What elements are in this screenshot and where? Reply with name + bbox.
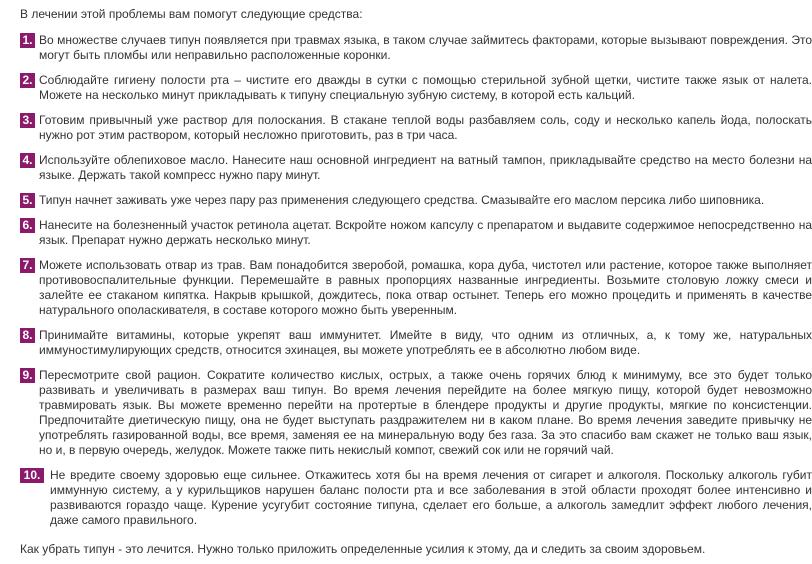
outro-text: Как убрать типун - это лечится. Нужно только приложить определенные усилия к этому, да и следить за своим здоровьем. <box>20 542 706 556</box>
item-number-badge: 5. <box>20 193 35 208</box>
item-number-badge: 7. <box>20 258 35 273</box>
item-number-badge: 3. <box>20 113 35 128</box>
item-text: Пересмотрите свой рацион. Сократите количество кислых, острых, а также очень горячих блюд к минимуму, все это будет только развивать и увеличивать в размерах ваш типун. Во время лечения перейдите на более мягкую пищу, которой будет невозможно травмировать язык. Вы можете временно перейти на протертые в блендере продукты и другие продукты, мягкие по консистенции. Предпочитайте диетическую пищу, она не будет выступать раздражителем ни в каком плане. Во время лечения заведите привычку не употреблять газированной воды, все время, заменяя ее на минеральную воду без газа. За это спасибо вам скажет не только ваш язык, но и, в первую очередь, желудок. Можете также пить некислый компот, свежий сок или не горячий чай. <box>39 368 812 457</box>
list-item-1 <box>20 33 812 63</box>
item-text: Можете использовать отвар из трав. Вам понадобится зверобой, ромашка, кора дуба, чистотел или растение, которое также выполняет противовоспалительные функции. Перемешайте в равных пропорциях названные ингредиенты. Возьмите столовую ложку смеси и залейте ее стаканом кипятка. Накрыв крышкой, дождитесь, пока отвар остынет. Теперь его можно процедить и применять в качестве натурального ополаскивателя, в составе которого можно быть уверенным. <box>39 258 812 317</box>
item-number-badge: 10. <box>20 468 44 483</box>
list-item-7 <box>20 258 812 318</box>
item-number-badge: 1. <box>20 33 35 48</box>
item-text: Типун начнет заживать уже через пару раз применения следующего средства. Смазывайте его маслом персика либо шиповника. <box>39 193 765 207</box>
list-item-3 <box>20 113 812 143</box>
list-item-6 <box>20 218 812 248</box>
list-item-4 <box>20 153 812 183</box>
list-item-2 <box>20 73 812 103</box>
list-item-9 <box>20 368 812 458</box>
list-item-5 <box>20 193 812 208</box>
item-text: Соблюдайте гигиену полости рта – чистите его дважды в сутки с помощью стерильной зубной щетки, чистите также язык от налета. Можете на несколько минут прикладывать к типуну специальную зубную систему, в которой есть кальций. <box>39 73 812 102</box>
list-item-8 <box>20 328 812 358</box>
item-number-badge: 4. <box>20 153 35 168</box>
item-text: Используйте облепиховое масло. Нанесите наш основной ингредиент на ватный тампон, прикладывайте средство на место болезни на языке. Держать такой компресс нужно пару минут. <box>39 153 812 182</box>
item-text: Принимайте витамины, которые укрепят ваш иммунитет. Имейте в виду, что одним из отличных, а, к тому же, натуральных иммуностимулирующих средств, относится эхинацея, вы можете употреблять ее в абсолютно любом виде. <box>39 328 812 357</box>
item-text: Нанесите на болезненный участок ретинола ацетат. Вскройте ножом капсулу с препаратом и выдавите содержимое непосредственно на язык. Препарат нужно держать несколько минут. <box>39 218 812 247</box>
item-number-badge: 6. <box>20 218 35 233</box>
item-text: Не вредите своему здоровью еще сильнее. Откажитесь хотя бы на время лечения от сигарет и алкоголя. Поскольку алкоголь губит иммунную систему, а у курильщиков нарушен баланс полости рта и все заболевания в этой области проходят более интенсивно и развиваются гораздо чаще. Курение усугубит состояние типуна, сделает его больше, а алкоголь замедлит эффект любого лечения, даже самого правильного. <box>50 468 812 527</box>
item-number-badge: 2. <box>20 73 35 88</box>
list-item-10 <box>20 468 812 528</box>
item-number-badge: 8. <box>20 328 35 343</box>
item-number-badge: 9. <box>20 368 35 383</box>
intro-text: В лечении этой проблемы вам помогут следующие средства: <box>20 7 363 21</box>
item-text: Во множестве случаев типун появляется при травмах языка, в таком случае займитесь факторами, которые вызывают повреждения. Это могут быть пломбы или неправильно расположенные коронки. <box>39 33 812 62</box>
item-text: Готовим привычный уже раствор для полоскания. В стакане теплой воды разбавляем соль, соду и несколько капель йода, полоскать нужно рот этим раствором, который несложно приготовить, раз в три часа. <box>39 113 812 142</box>
